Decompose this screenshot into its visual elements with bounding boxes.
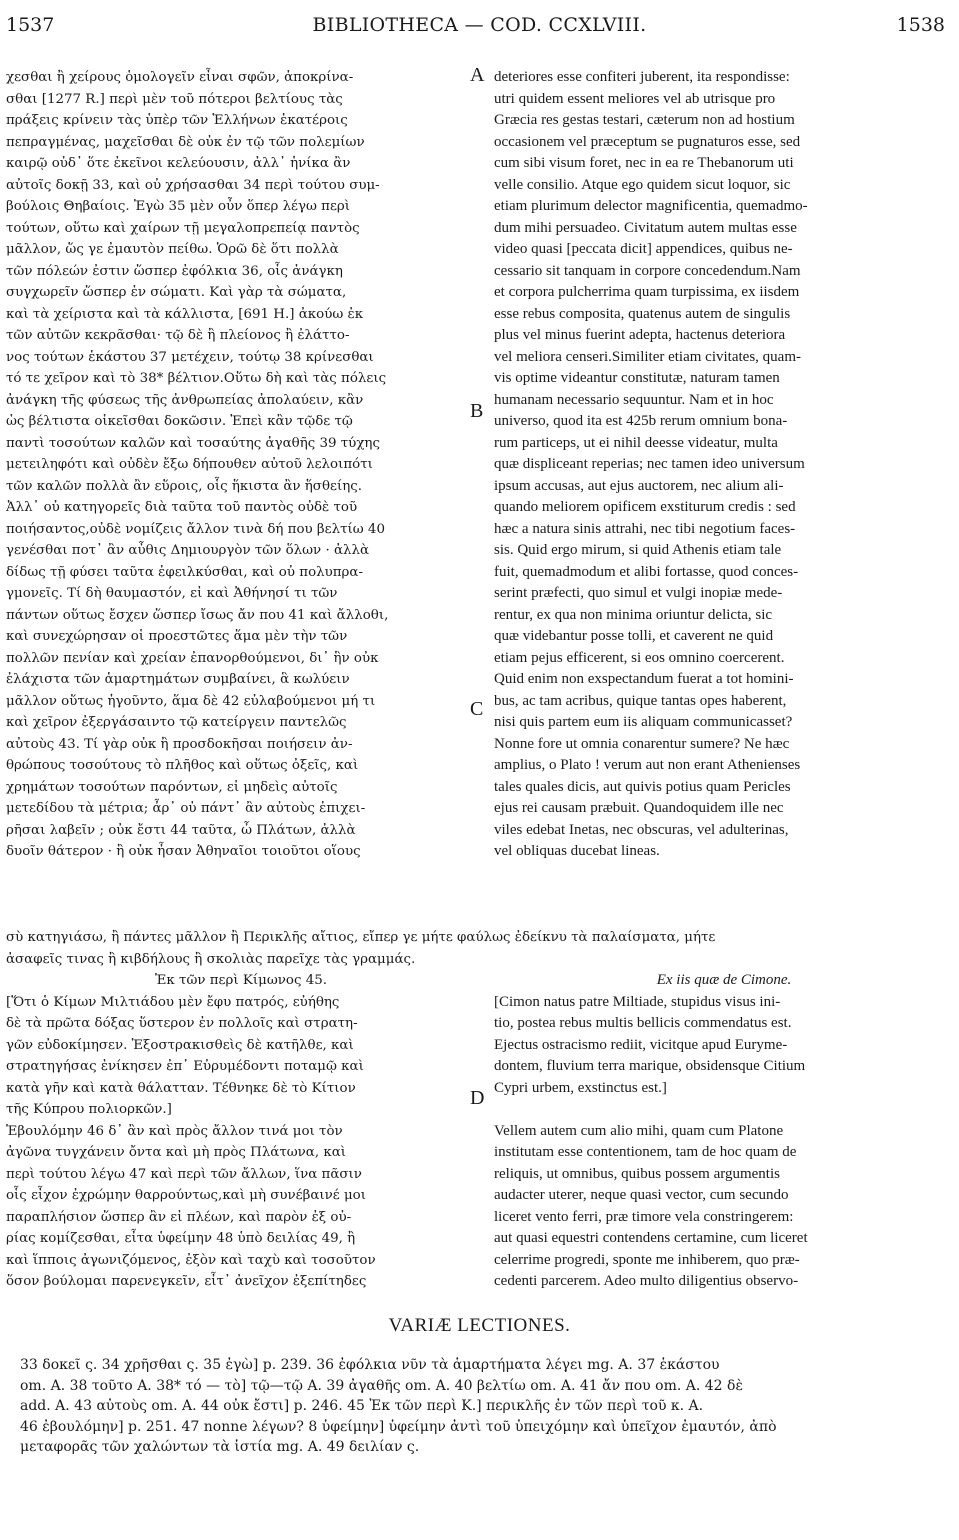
latin-text-line: humanam necessario sequuntur. Nam et in hoc [494, 391, 774, 408]
latin-text-line: aut quasi equestri contendens certamine, cum liceret [494, 1230, 808, 1246]
latin-text-line: Ejectus ostracismo rediit, vicitque apud Euryme- [494, 1036, 788, 1053]
apparatus-notes [20, 1355, 940, 1458]
greek-text-line: οἷς εἶχον ἐχρώμην θαρρούντως,καὶ μὴ συνέβαινέ μοι [6, 1188, 366, 1203]
note-line: μεταφορᾶς τῶν χαλώντων τὰ ἱστία mg. A. 49 δειλίαν ς. [20, 1439, 420, 1455]
greek-text-line: αὐτοῖς δοκῇ 33, καὶ οὐ χρήσασθαι 34 περὶ τούτου συμ- [6, 177, 380, 193]
greek-text-line: καὶ χεῖρον ἐξεργάσαιντο τῷ κατείργειν παντελῶς [6, 715, 347, 730]
latin-text-line: utri quidem essent meliores vel ab utrisque pro [494, 90, 776, 107]
latin-text-line: vel meliora censeri.Similiter etiam civitates, quam- [494, 348, 801, 365]
greek-text-line: τῶν πόλεών ἐστιν ὥσπερ ἐφόλκια 36, οἷς ἀνάγκη [6, 263, 343, 279]
greek-text-line: στρατηγήσας ἐνίκησεν ἐπ᾽ Εὐρυμέδοντι ποταμῷ καὶ [6, 1059, 364, 1074]
greek-text-line: μᾶλλον, ὥς γε ἐμαυτὸν πείθω. Ὁρῶ δὲ ὅτι πολλὰ [6, 242, 339, 257]
greek-text-line: θρώπους τοσούτους τὸ πλῆθος καὶ οὕτως ὀξεῖς, καὶ [6, 758, 359, 773]
greek-text-line: τούτων, οὕτω καὶ χαίρων τῇ μεγαλοπρεπείᾳ παντὸς [6, 220, 360, 236]
latin-text-line: sis. Quid ergo mirum, si quid Athenis etiam tale [494, 542, 782, 558]
latin-text-line: esse rebus composita, quatenus autem de singulis [494, 305, 791, 322]
latin-text-line: hæc a natura sinis attrahi, nec tibi negotium faces- [494, 520, 796, 537]
greek-text-line: χρημάτων τοσούτων παρόντων, εἰ μηδεὶς αὐτοῖς [6, 779, 338, 795]
page-header [0, 6, 959, 46]
greek-text-line: ἀγῶνα τυγχάνειν ὄντα καὶ μὴ πρὸς Πλάτωνα, καὶ [6, 1145, 347, 1160]
greek-text-line: ποιήσαντος,οὐδὲ νομίζεις ἄλλον τινὰ δή που βελτίω 40 [6, 521, 385, 537]
greek-text-line: ἀσαφεῖς τινας ἢ κιβδήλους ἢ σκολιὰς παρεῖχε τὰς γραμμάς. [6, 951, 416, 967]
greek-column-top [6, 67, 476, 863]
greek-text-line: καὶ ἵπποις ἀγωνιζόμενος, ἐξὸν καὶ ταχὺ καὶ τοσοῦτον [6, 1252, 376, 1268]
latin-text-line: celerrime progredi, sponte me inhiberem, quo præ- [494, 1251, 800, 1268]
left-page-number: 1537 [6, 14, 55, 36]
greek-text-line: ρίας κομίζεσθαι, εἶτα ὑφείμην 48 ὑπὸ δειλίας 49, ἢ [6, 1231, 356, 1246]
latin-text-line: Græcia res gestas testari, cæterum non ad hostium [494, 112, 795, 128]
latin-column-bottom [494, 970, 954, 1293]
margin-letter-b: B [470, 400, 484, 422]
greek-text-line: [Ὅτι ὁ Κίμων Μιλτιάδου μὲν ἔφυ πατρός, εὐήθης [6, 994, 340, 1010]
latin-text-line: vis optime videantur constitutæ, naturam tamen [494, 370, 780, 386]
greek-text-line: αὐτοὺς 43. Τί γὰρ οὐκ ἢ προσδοκῆσαι ποιήσειν ἀν- [6, 736, 353, 752]
greek-text-line: γῶν εὐδοκίμησεν. Ἐξοστρακισθεὶς δὲ κατῆλθε, καὶ [6, 1037, 354, 1053]
greek-text-line: πράξεις κρίνειν τὰς ὑπὲρ τῶν Ἑλλήνων ἑκατέροις [6, 113, 348, 128]
margin-letter-d: D [470, 1087, 485, 1109]
greek-text-line: ρῆσαι λαβεῖν ; οὐκ ἔστι 44 ταῦτα, ὦ Πλάτων, ἀλλὰ [6, 822, 356, 838]
greek-text-line: καὶ τὰ χείριστα καὶ τὰ κάλλιστα, [691 H.] ἀκούω ἐκ [6, 306, 364, 322]
latin-text-line: Vellem autem cum alio mihi, quam cum Platone [494, 1122, 784, 1139]
latin-text-line: tio, postea rebus multis bellicis commendatus est. [494, 1015, 792, 1031]
latin-text-line: velle consilio. Atque ego quidem sicut loquor, sic [494, 176, 791, 193]
greek-text-line: δίδως τῇ φύσει ταῦτα ἐφειλκύσθαι, καὶ οὐ πολυπρα- [6, 564, 363, 580]
greek-text-line: πάντων οὕτως ἔσχεν ὥσπερ ἴσως ἄν που 41 καὶ ἄλλοθι, [6, 607, 389, 623]
latin-column-top [494, 67, 954, 863]
variae-lectiones-title: VARIÆ LECTIONES. [388, 1315, 571, 1336]
greek-text-line: δυοῖν θάτερον · ἢ οὐκ ἦσαν Ἀθηναῖοι τοιοῦτοι οἵους [6, 844, 361, 859]
greek-text-line: περὶ τούτου λέγω 47 καὶ περὶ τῶν ἄλλων, ἵνα πᾶσιν [6, 1166, 362, 1182]
greek-text-line: σὺ κατηγιάσω, ἢ πάντες μᾶλλον ἢ Περικλῆς αἴτιος, εἴπερ γε μήτε φαύλως ἐδείκνυ τὰ παλαίσματα, μήτε [6, 930, 716, 945]
greek-column-bottom [6, 970, 476, 1293]
margin-letter-a: A [470, 64, 485, 86]
latin-text-line: etiam pejus efficerent, si eos omnino coercerent. [494, 649, 785, 666]
latin-text-line: serint præfecti, quo simul et vulgi inopiæ mede- [494, 585, 783, 601]
latin-text-line: occasionem vel præceptum se pugnaturos esse, sed [494, 133, 801, 150]
latin-text-line: tales quales dicis, aut quivis potius quam Pericles [494, 778, 791, 795]
greek-text-line: καιρῷ οὐδ᾽ ὅτε ἐκεῖνοι κελεύουσιν, ἀλλ᾽ ἡνίκα ἂν [6, 156, 351, 171]
margin-letter-c: C [470, 698, 484, 720]
latin-text-line: fuit, quemadmodum et alibi fortasse, quod conces- [494, 563, 799, 580]
note-line: 46 ἐβουλόμην] p. 251. 47 nonne λέγων? 8 ὑφείμην] ὑφείμην ἀντὶ τοῦ ὑπειχόμην καὶ ὑπεῖχον ἐμαυτόν, ἀπὸ [20, 1418, 777, 1435]
latin-text-line: [Cimon natus patre Miltiade, stupidus visus ini- [494, 993, 781, 1010]
greek-text-line: χεσθαι ἢ χείρους ὁμολογεῖν εἶναι σφῶν, ἀποκρίνα- [6, 70, 354, 85]
latin-text-line: rentur, ex qua non minima oriuntur delicta, sic [494, 606, 773, 623]
latin-text-line: etiam plurimum delector magnificentia, quemadmo- [494, 198, 808, 214]
latin-text-line: bus, ac tam acribus, quique tantas opes haberent, [494, 692, 787, 709]
latin-text-line: cedenti parcerem. Adeo multo diligentius observo- [494, 1273, 799, 1289]
greek-text-line: γμονεῖς. Τί δὴ θαυμαστόν, εἰ καὶ Ἀθήνησί τι τῶν [6, 586, 338, 601]
greek-text-line: Ἐκ τῶν περὶ Κίμωνος 45. [154, 973, 328, 988]
greek-text-line: ὡς βέλτιστα οἰκεῖσθαι δοκῶσιν. Ἐπεὶ κἂν τῷδε τῷ [6, 414, 353, 429]
latin-text-line [494, 1099, 954, 1121]
greek-text-line: Ἐβουλόμην 46 δ᾽ ἂν καὶ πρὸς ἄλλον τινά μοι τὸν [6, 1123, 343, 1139]
note-line: 33 δοκεῖ ς. 34 χρῆσθαι ς. 35 ἐγὼ] p. 239. 36 ἐφόλκια νῦν τὰ ἁμαρτήματα λέγει mg. A. 37 ἑκάστου [20, 1357, 720, 1373]
latin-text-line: dontem, fluvium terra marique, obsidensque Citium [494, 1058, 806, 1074]
greek-text-line: κατὰ γῆν καὶ κατὰ θάλατταν. Τέθνηκε δὲ τὸ Κίτιον [6, 1080, 356, 1096]
greek-text-line: πολλῶν πενίαν καὶ χρείαν ἐπανορθούμενοι, δι᾽ ἣν οὐκ [6, 650, 379, 666]
latin-text-line: cum sibi visum foret, nec in ea re Thebanorum uti [494, 155, 794, 171]
latin-text-line: Cypri urbem, exstinctus est.] [494, 1079, 667, 1096]
right-page-number: 1538 [896, 14, 945, 36]
greek-text-line: πεπραγμένας, μαχεῖσθαι δὲ οὐκ ἐν τῷ τῶν πολεμίων [6, 134, 365, 150]
latin-text-line: dum mihi persuadeo. Civitatum autem multas esse [494, 219, 797, 236]
note-line: om. A. 38 τοῦτο A. 38* τό — τὸ] τῷ—τῷ A. 39 ἀγαθῆς om. A. 40 βελτίω om. A. 41 ἄν που om. A. 42 δὲ [20, 1377, 743, 1394]
greek-text-line: δὲ τὰ πρῶτα δόξας ὕστερον ἐν πολλοῖς καὶ στρατη- [6, 1016, 358, 1031]
latin-text-line: rum particeps, ut ei nihil deesse videatur, multa [494, 434, 778, 451]
greek-text-line: τῶν καλῶν πολλὰ ἂν εὕροις, οἷς ἥκιστα ἂν ἥσθείης. [6, 478, 362, 494]
greek-text-line: τό τε χεῖρον καὶ τὸ 38* βέλτιον.Οὕτω δὴ καὶ τὰς πόλεις [6, 371, 387, 386]
latin-text-line: amplius, o Plato ! verum aut non erant Athenienses [494, 757, 801, 773]
latin-text-line: nisi quis partem eum iis aliquam communicasset? [494, 714, 793, 730]
latin-text-line: et corpora pulcherrima quam turpissima, ex iisdem [494, 284, 800, 300]
greek-text-line: γενέσθαι ποτ᾽ ἂν αὖθις Δημιουργὸν τῶν ὅλων · ἀλλὰ [6, 543, 370, 558]
greek-full-width-lines [6, 927, 954, 970]
greek-text-line: τῶν αὐτῶν κεκρᾶσθαι· τῷ δὲ ἢ πλείονος ἢ ἐλάττο- [6, 328, 350, 343]
latin-text-line: quæ displiceant reperias; nec tamen ideo universum [494, 456, 805, 472]
latin-text-line: deteriores esse confiteri juberent, ita respondisse: [494, 69, 790, 85]
latin-text-line: ejus rei causam præbuit. Quandoquidem ille nec [494, 800, 784, 816]
latin-text-line: quando meliorem opificem exstiturum credis : sed [494, 499, 796, 515]
latin-text-line: video quasi [peccata dicit] appendices, quibus ne- [494, 241, 793, 257]
greek-text-line: ἐλάχιστα τῶν ἁμαρτημάτων συμβαίνει, ἃ κωλύειν [6, 672, 350, 687]
greek-text-line: τῆς Κύπρου πολιορκῶν.] [6, 1102, 172, 1117]
greek-text-line: καὶ συνεχώρησαν οἱ προεστῶτες ἅμα μὲν τὴν τῶν [6, 629, 348, 644]
greek-text-line: μᾶλλον οὕτως ἡγοῦντο, ἅμα δὲ 42 εὐλαβούμενοι μή τι [6, 693, 376, 709]
greek-text-line: παντὶ τοσούτων καλῶν καὶ τοσαύτης ἀγαθῆς 39 τύχης [6, 435, 380, 451]
latin-text-line: institutam esse contentionem, tam de hoc quam de [494, 1144, 797, 1160]
latin-text-line: plus vel minus fuerint adepta, hactenus deteriora [494, 327, 786, 343]
latin-text-line: viles edebat Inetas, nec obscuras, vel adulterinas, [494, 821, 789, 838]
latin-text-line: vel obliquas ducebat lineas. [494, 843, 660, 859]
latin-text-line: audacter uterer, neque quasi vector, cum secundo [494, 1187, 789, 1203]
greek-text-line: νος τούτων ἑκάστου 37 μετέχειν, τούτῳ 38 κρίνεσθαι [6, 349, 374, 365]
greek-text-line: μετεδίδου τὰ μέτρια; ἆρ᾽ οὐ πάντ᾽ ἂν αὐτοὺς ἐπιχει- [6, 801, 366, 816]
running-title: BIBLIOTHECA — COD. CCXLVIII. [312, 14, 647, 36]
greek-text-line: παραπλήσιον ὥσπερ ἂν εἰ πλέων, καὶ παρὸν ἐξ οὐ- [6, 1209, 352, 1225]
latin-text-line: universo, quod ita est 425b rerum omnium bona- [494, 413, 788, 429]
latin-text-line: quæ videbantur posse tolli, et caverent ne quid [494, 628, 774, 644]
greek-text-line: ὅσον βούλομαι παρενεγκεῖν, εἶτ᾽ ἀνεῖχον ἐξεπίτηδες [6, 1274, 367, 1289]
greek-text-line: ἀνάγκη τῆς φύσεως τῆς ἀνθρωπείας ἀπολαύειν, κἂν [6, 392, 364, 408]
latin-text-line: Nonne fore ut omnia conarentur sumere? Ne hæc [494, 735, 790, 752]
latin-text-line: reliquis, ut omnibus, quibus possem argumentis [494, 1165, 780, 1182]
latin-text-line: Ex iis quæ de Cimone. [656, 972, 792, 988]
greek-text-line: συγχωρεῖν ὥσπερ ἐν σώματι. Καὶ γὰρ τὰ σώματα, [6, 285, 347, 300]
greek-text-line: Ἀλλ᾽ οὐ κατηγορεῖς διὰ ταῦτα τοῦ παντὸς οὐδὲ τοῦ [6, 500, 358, 515]
note-line: add. A. 43 αὐτοὺς om. A. 44 οὐκ ἔστι] p. 246. 45 Ἐκ τῶν περὶ Κ.] περικλῆς ἐν τῶν περὶ τοῦ κ. A. [20, 1398, 704, 1414]
latin-text-line: ipsum accusas, aut ejus auctorem, nec alium ali- [494, 477, 784, 494]
latin-text-line: liceret vento ferri, præ timore vela constringerem: [494, 1208, 794, 1225]
latin-text-line: cessario sit tanquam in corpore concedendum.Nam [494, 262, 801, 279]
greek-text-line: μετειληφότι καὶ οὐδὲν ἔξω δήπουθεν αὐτοῦ λελοιπότι [6, 457, 373, 472]
greek-text-line: βούλοις Θηβαίοις. Ἐγὼ 35 μὲν οὖν ὅπερ λέγω περὶ [6, 199, 351, 214]
greek-text-line: σθαι [1277 R.] περὶ μὲν τοῦ πότεροι βελτίους τὰς [6, 91, 343, 107]
latin-text-line: Quid enim non exspectandum fuerat a tot homini- [494, 671, 794, 687]
